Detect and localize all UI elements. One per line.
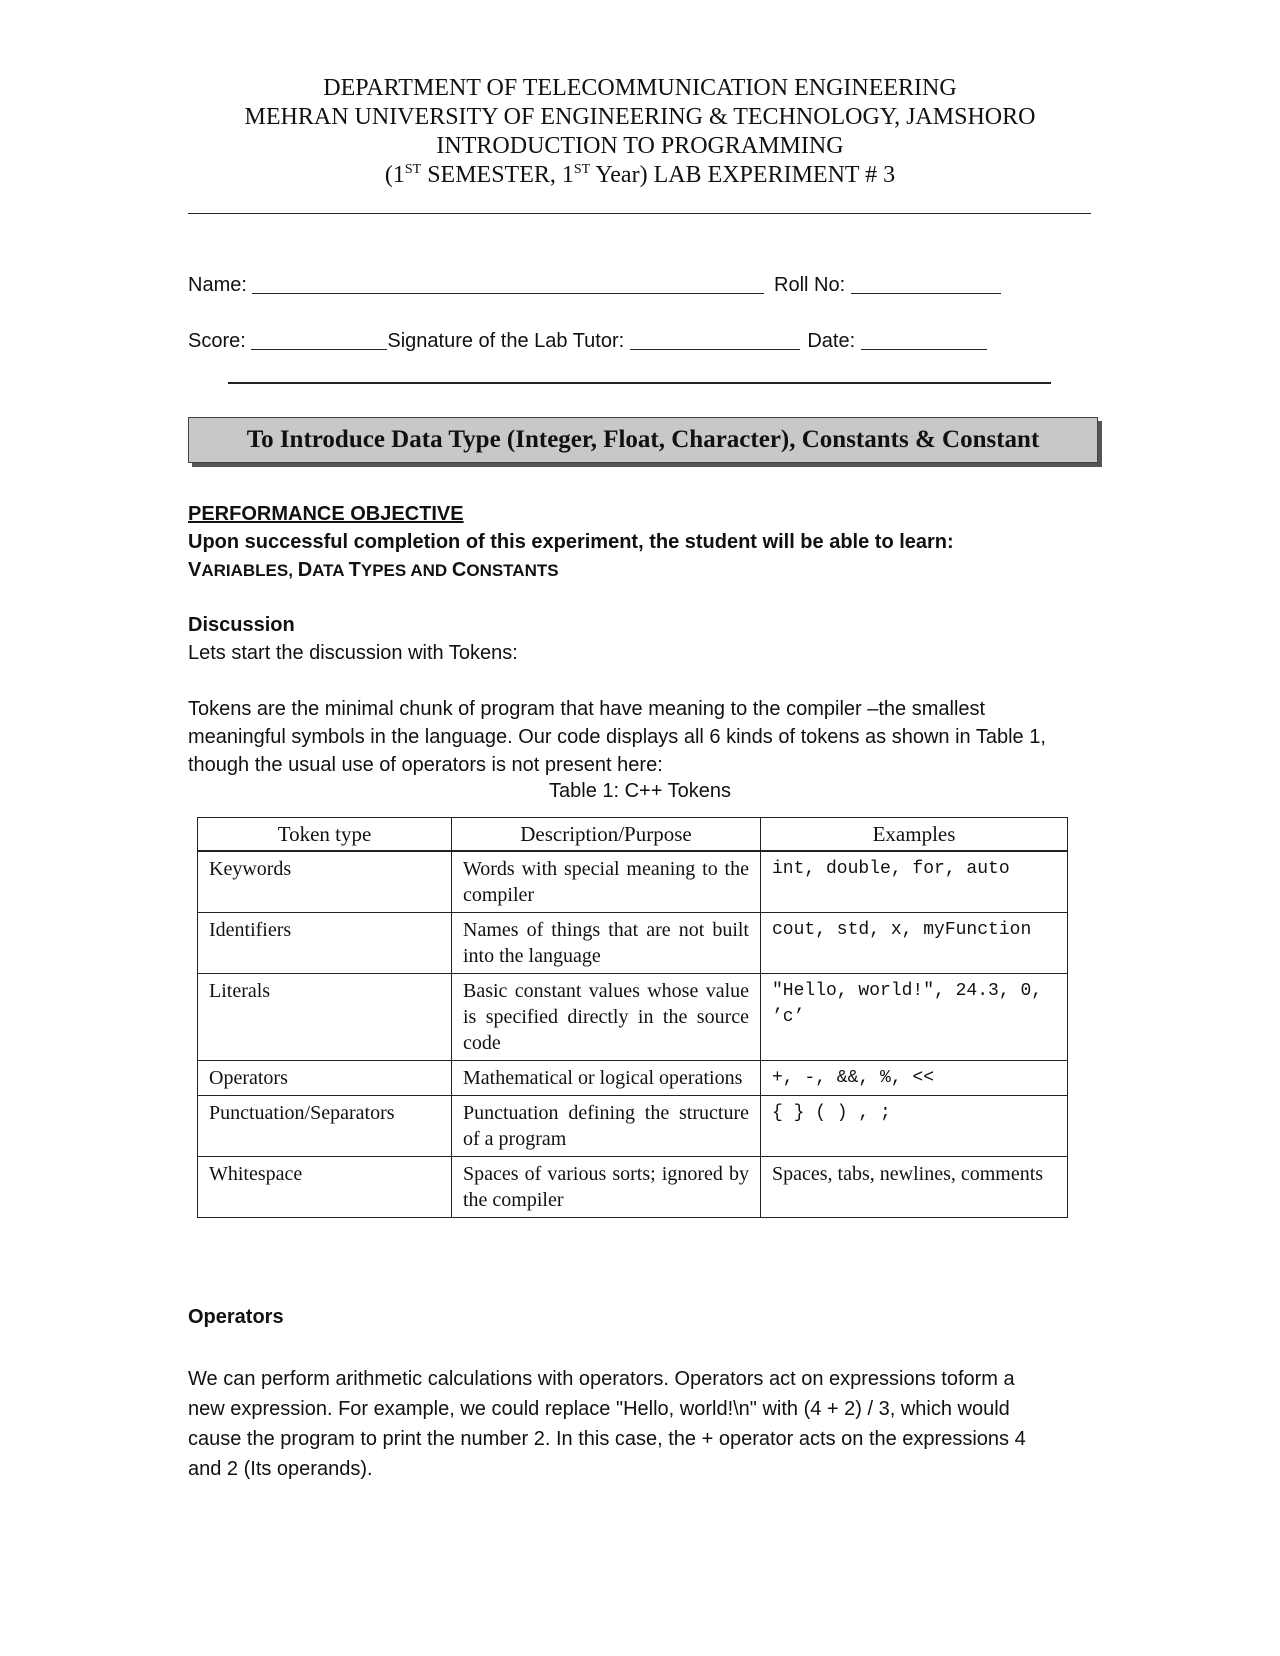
course-line: INTRODUCTION TO PROGRAMMING	[436, 133, 844, 159]
signature-label: Signature of the Lab Tutor:	[387, 330, 625, 352]
description-cell: Punctuation defining the structure of a program	[452, 1096, 761, 1157]
tokens-table	[197, 817, 1068, 1218]
objective-line: Upon successful completion of this experiment, the student will be able to learn:	[188, 531, 954, 553]
example-cell: cout, std, x, myFunction	[761, 913, 1068, 974]
semester-line: (1ST SEMESTER, 1ST Year) LAB EXPERIMENT # 3	[384, 162, 896, 188]
name-label: Name:	[188, 274, 247, 296]
description-cell: Names of things that are not built into the language	[452, 913, 761, 974]
paragraph-line: though the usual use of operators is not present here:	[188, 754, 663, 776]
operators-paragraph	[188, 1364, 1103, 1484]
description-cell: Spaces of various sorts; ignored by the compiler	[452, 1157, 761, 1218]
university-line: MEHRAN UNIVERSITY OF ENGINEERING & TECHNOLOGY, JAMSHORO	[244, 104, 1036, 130]
table-row	[198, 1157, 1068, 1218]
performance-objective	[188, 500, 1093, 585]
table-row	[198, 851, 1068, 913]
roll-field[interactable]	[851, 275, 1001, 294]
table-row	[198, 1096, 1068, 1157]
signature-field[interactable]	[630, 331, 800, 350]
department-line: DEPARTMENT OF TELECOMMUNICATION ENGINEERING	[323, 75, 957, 101]
date-field[interactable]	[861, 331, 987, 350]
column-header: Examples	[761, 818, 1068, 852]
table-row	[198, 974, 1068, 1061]
header-divider	[188, 213, 1091, 214]
description-cell: Words with special meaning to the compiler	[452, 851, 761, 913]
date-label: Date:	[807, 330, 856, 352]
example-cell: int, double, for, auto	[761, 851, 1068, 913]
table-row	[198, 913, 1068, 974]
paragraph-line: Tokens are the minimal chunk of program that have meaning to the compiler –the smallest	[188, 698, 986, 720]
paragraph-line: meaningful symbols in the language. Our code displays all 6 kinds of tokens as shown in Table 1,	[188, 726, 1046, 748]
example-cell: { } ( ) , ;	[761, 1096, 1068, 1157]
experiment-title: To Introduce Data Type (Integer, Float, Character), Constants & Constant	[188, 417, 1098, 463]
token-type-cell: Literals	[198, 974, 452, 1061]
paragraph-line: cause the program to print the number 2. In this case, the + operator acts on the expressions 4	[188, 1428, 1026, 1450]
description-cell: Mathematical or logical operations	[452, 1061, 761, 1096]
table-row	[198, 1061, 1068, 1096]
table-caption: Table 1: C++ Tokens	[549, 780, 731, 802]
name-roll-row	[188, 274, 1001, 297]
objective-heading: PERFORMANCE OBJECTIVE	[188, 503, 464, 525]
token-type-cell: Whitespace	[198, 1157, 452, 1218]
tokens-paragraph	[188, 695, 1118, 779]
discussion-heading: Discussion	[188, 614, 295, 636]
document-header	[0, 74, 1280, 190]
column-header: Description/Purpose	[452, 818, 761, 852]
example-cell: Spaces, tabs, newlines, comments	[761, 1157, 1068, 1218]
description-cell: Basic constant values whose value is specified directly in the source code	[452, 974, 761, 1061]
discussion-intro: Lets start the discussion with Tokens:	[188, 642, 518, 664]
discussion-section	[188, 611, 1093, 667]
paragraph-line: We can perform arithmetic calculations with operators. Operators act on expressions toform a	[188, 1368, 1015, 1390]
table-header-row	[198, 818, 1068, 852]
token-type-cell: Keywords	[198, 851, 452, 913]
token-type-cell: Operators	[198, 1061, 452, 1096]
paragraph-line: and 2 (Its operands).	[188, 1458, 373, 1480]
example-cell: +, -, &&, %, <<	[761, 1061, 1068, 1096]
operators-heading: Operators	[188, 1306, 284, 1328]
roll-label: Roll No:	[774, 274, 846, 296]
token-type-cell: Punctuation/Separators	[198, 1096, 452, 1157]
example-cell: "Hello, world!", 24.3, 0, ’c’	[761, 974, 1068, 1061]
token-type-cell: Identifiers	[198, 913, 452, 974]
score-field[interactable]	[251, 331, 387, 350]
form-divider	[228, 382, 1051, 384]
objective-topics: VARIABLES, DATA TYPES AND CONSTANTS	[188, 559, 559, 581]
column-header: Token type	[198, 818, 452, 852]
score-label: Score:	[188, 330, 246, 352]
paragraph-line: new expression. For example, we could replace "Hello, world!\n" with (4 + 2) / 3, which would	[188, 1398, 1010, 1420]
name-field[interactable]	[252, 275, 764, 294]
score-row	[188, 330, 987, 353]
